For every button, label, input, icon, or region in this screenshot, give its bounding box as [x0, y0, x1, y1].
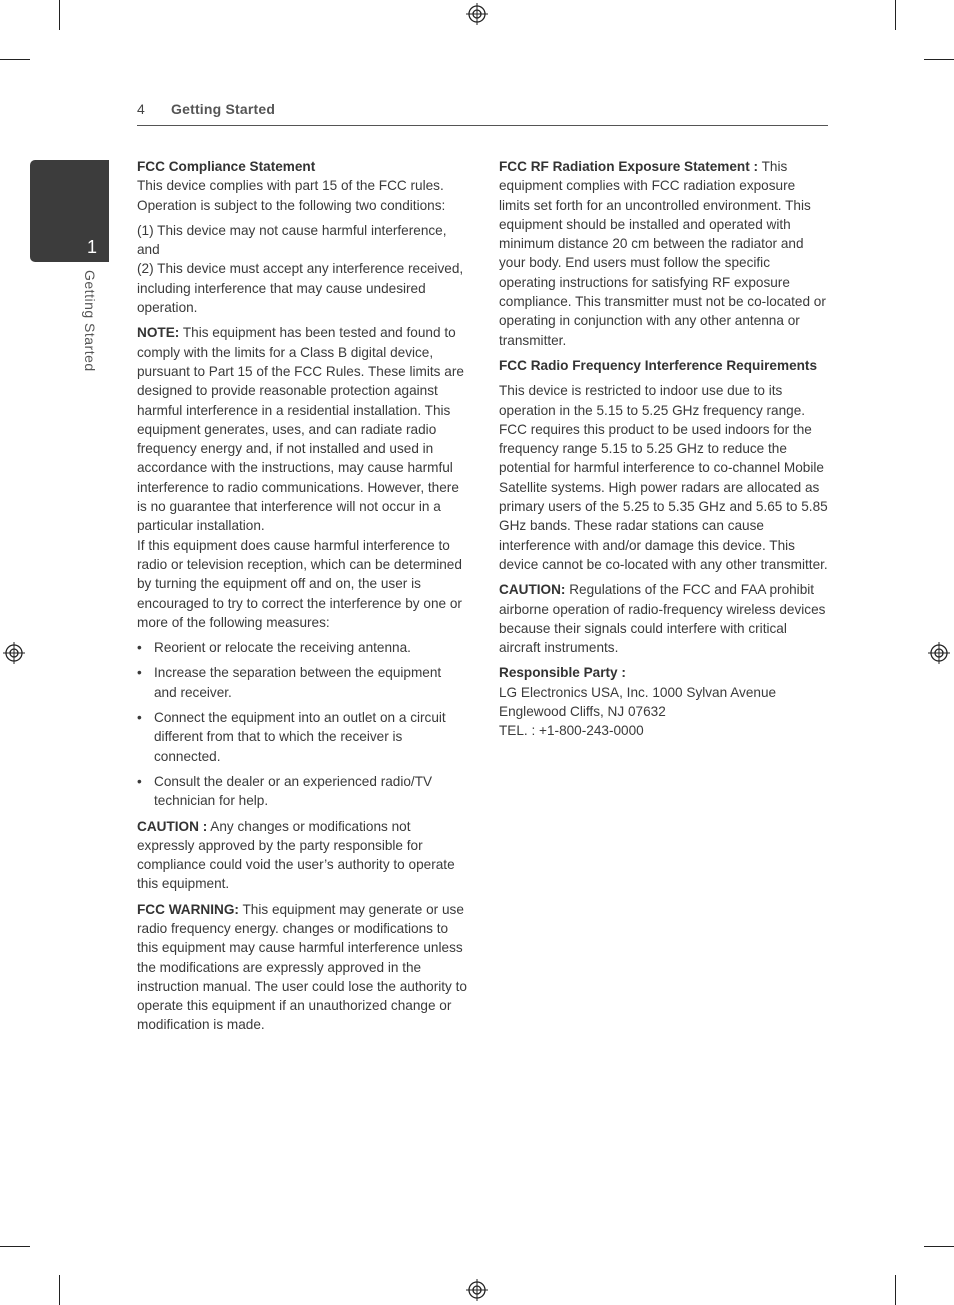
responsible-party-block	[499, 663, 829, 740]
crop-mark	[924, 1246, 954, 1247]
rf-interference-heading: FCC Radio Frequency Interference Requirements	[499, 357, 818, 373]
rf-exposure-label: FCC RF Radiation Exposure Statement :	[499, 159, 759, 174]
caution-block	[137, 817, 467, 894]
caution-label: CAUTION :	[137, 818, 208, 834]
fcc-warning-text: This equipment may generate or use radio frequency energy. changes or modifications to this equipment may cause harmful interference unless the modifications are expressly approved in the instruction manual. The user could lose the authority to operate this equipment if an unauthorized change or modification is made.	[137, 901, 467, 1033]
address-line: Englewood Cliffs, NJ 07632	[499, 704, 666, 720]
fcc-compliance-block	[137, 157, 467, 215]
rf-exposure-block	[499, 157, 829, 350]
right-column	[499, 157, 829, 747]
caution-text: Regulations of the FCC and FAA prohibit airborne operation of radio-frequency wireless devices because their signals could interfere with critical aircraft instruments.	[499, 582, 826, 656]
fcc-compliance-heading: FCC Compliance Statement	[137, 159, 316, 174]
fcc-warning-block	[137, 900, 467, 1035]
phone-number: TEL. : +1-800-243-0000	[499, 723, 644, 739]
condition-1: (1) This device may not cause harmful interference, and	[137, 222, 447, 258]
note-label: NOTE:	[137, 325, 180, 341]
caution-block	[499, 580, 829, 657]
crop-mark	[59, 1275, 60, 1305]
caution-text: Any changes or modifications not expressly approved by the party responsible for compliance could void the user’s authority to operate this equipment.	[137, 818, 455, 892]
crop-mark	[0, 59, 30, 60]
fcc-warning-label: FCC WARNING:	[137, 901, 239, 917]
responsible-party-heading: Responsible Party :	[499, 665, 626, 681]
measures-list	[137, 638, 467, 810]
crop-mark	[59, 0, 60, 30]
list-item: • Consult the dealer or an experienced radio/TV technician for help.	[137, 772, 467, 811]
condition-2: (2) This device must accept any interference received, including interference that may cause undesired operation.	[137, 261, 464, 316]
chapter-tab	[30, 160, 109, 262]
registration-mark-icon	[466, 1279, 488, 1301]
left-column	[137, 157, 467, 1041]
conditions-block	[137, 221, 467, 317]
crop-mark	[924, 59, 954, 60]
registration-mark-icon	[466, 3, 488, 25]
note-text: This equipment has been tested and found to comply with the limits for a Class B digital device, pursuant to Part 15 of the FCC Rules. These limits are designed to provide reasonable protection against harmful interference in a residential installation. This equipment generates, uses, and can radiate radio frequency energy and, if not installed and used in accordance with the instructions, may cause harmful interference to radio communications. However, there is no guarantee that interference will not occur in a particular installation.	[137, 325, 464, 534]
crop-mark	[895, 1275, 896, 1305]
page-header	[137, 99, 828, 126]
fcc-compliance-intro: This device complies with part 15 of the FCC rules. Operation is subject to the following two conditions:	[137, 178, 446, 213]
rf-exposure-text: This equipment complies with FCC radiation exposure limits set forth for an uncontrolled environment. This equipment should be installed and operated with minimum distance 20 cm between the radiator and your body. End users must follow the specific operating instructions for satisfying RF exposure compliance. This transmitter must not be co-located or operating in conjunction with any other antenna or transmitter.	[499, 159, 826, 348]
page-number: 4	[137, 101, 145, 117]
address-line: LG Electronics USA, Inc. 1000 Sylvan Avenue	[499, 684, 777, 700]
note-text-continued: If this equipment does cause harmful interference to radio or television reception, which can be determined by turning the equipment off and on, the user is encouraged to try to correct the interference by one or more of the following measures:	[137, 537, 462, 630]
crop-mark	[895, 0, 896, 30]
crop-mark	[0, 1246, 30, 1247]
list-item: • Increase the separation between the equipment and receiver.	[137, 663, 467, 702]
section-title: Getting Started	[171, 101, 276, 117]
caution-label: CAUTION:	[499, 582, 566, 598]
list-item: • Reorient or relocate the receiving antenna.	[137, 638, 467, 657]
list-item: • Connect the equipment into an outlet on a circuit different from that to which the receiver is connected.	[137, 708, 467, 766]
chapter-side-label: Getting Started	[82, 270, 98, 372]
note-block	[137, 323, 467, 632]
registration-mark-icon	[3, 642, 25, 664]
rf-interference-text: This device is restricted to indoor use due to its operation in the 5.15 to 5.25 GHz frequency range. FCC requires this product to be used indoors for the frequency range 5.15 to 5.25 GHz to reduce the potential for harmful interference to co-channel Mobile Satellite systems. High power radars are allocated as primary users of the 5.25 to 5.35 GHz and 5.65 to 5.85 GHz bands. These radar stations can cause interference with and/or damage this device. This device cannot be co-located with any other transmitter.	[499, 383, 828, 572]
chapter-number: 1	[86, 237, 97, 257]
registration-mark-icon	[928, 642, 950, 664]
